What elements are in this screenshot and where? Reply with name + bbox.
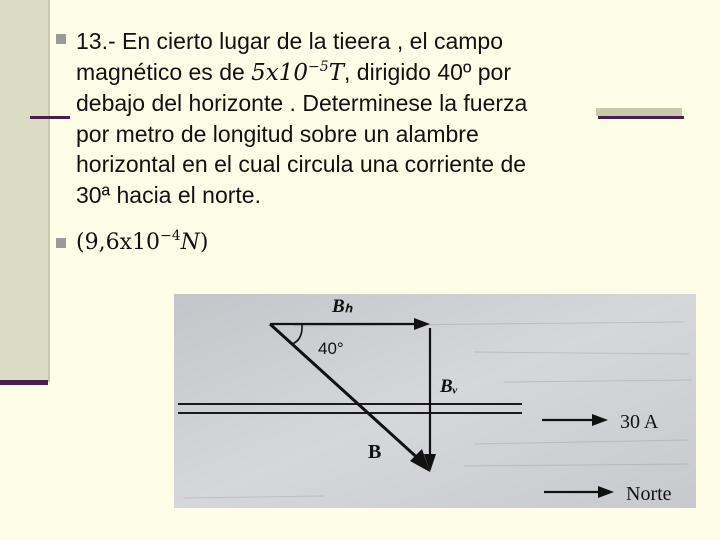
- north-label: Norte: [626, 483, 672, 505]
- angle-label: 40°: [318, 339, 344, 358]
- bullet-icon: [56, 34, 66, 44]
- problem-line-2-post: , dirigido 40º por: [344, 58, 511, 85]
- side-accent-line: [0, 380, 48, 385]
- answer-close: ): [199, 230, 209, 255]
- problem-line-5: horizontal en el cual circula una corriente de: [76, 151, 527, 177]
- answer-mantissa: (9,6x10: [76, 230, 160, 255]
- bh-label: Bₕ: [332, 296, 353, 317]
- field-mantissa: 5x10: [251, 59, 309, 86]
- problem-line-1: 13.- En cierto lugar de la tieera , el campo: [76, 28, 504, 54]
- bv-label: Bᵥ: [440, 376, 458, 397]
- side-bar: [0, 0, 50, 382]
- problem-line-6: 30ª hacia el norte.: [76, 181, 261, 208]
- b-label: B: [368, 441, 382, 463]
- field-exponent: −5: [308, 58, 329, 75]
- problem-line-4: por metro de longitud sobre un alambre: [76, 120, 479, 147]
- answer-unit: N: [180, 230, 200, 255]
- problem-line-2: [76, 57, 656, 89]
- answer-text: [76, 230, 208, 255]
- problem-line-3: debajo del horizonte . Determinese la fuerza: [76, 90, 528, 116]
- bullet-icon: [56, 238, 66, 248]
- answer-exponent: −4: [159, 228, 181, 244]
- field-value: [251, 60, 344, 86]
- field-unit: T: [328, 59, 345, 86]
- problem-line-2-pre: magnético es de: [76, 58, 252, 85]
- title-rule-left: [30, 116, 70, 119]
- field-diagram: [174, 294, 696, 508]
- photo-background: [174, 294, 696, 508]
- figure-photo: [174, 294, 696, 508]
- problem-statement: [76, 26, 656, 210]
- current-label: 30 A: [620, 411, 659, 433]
